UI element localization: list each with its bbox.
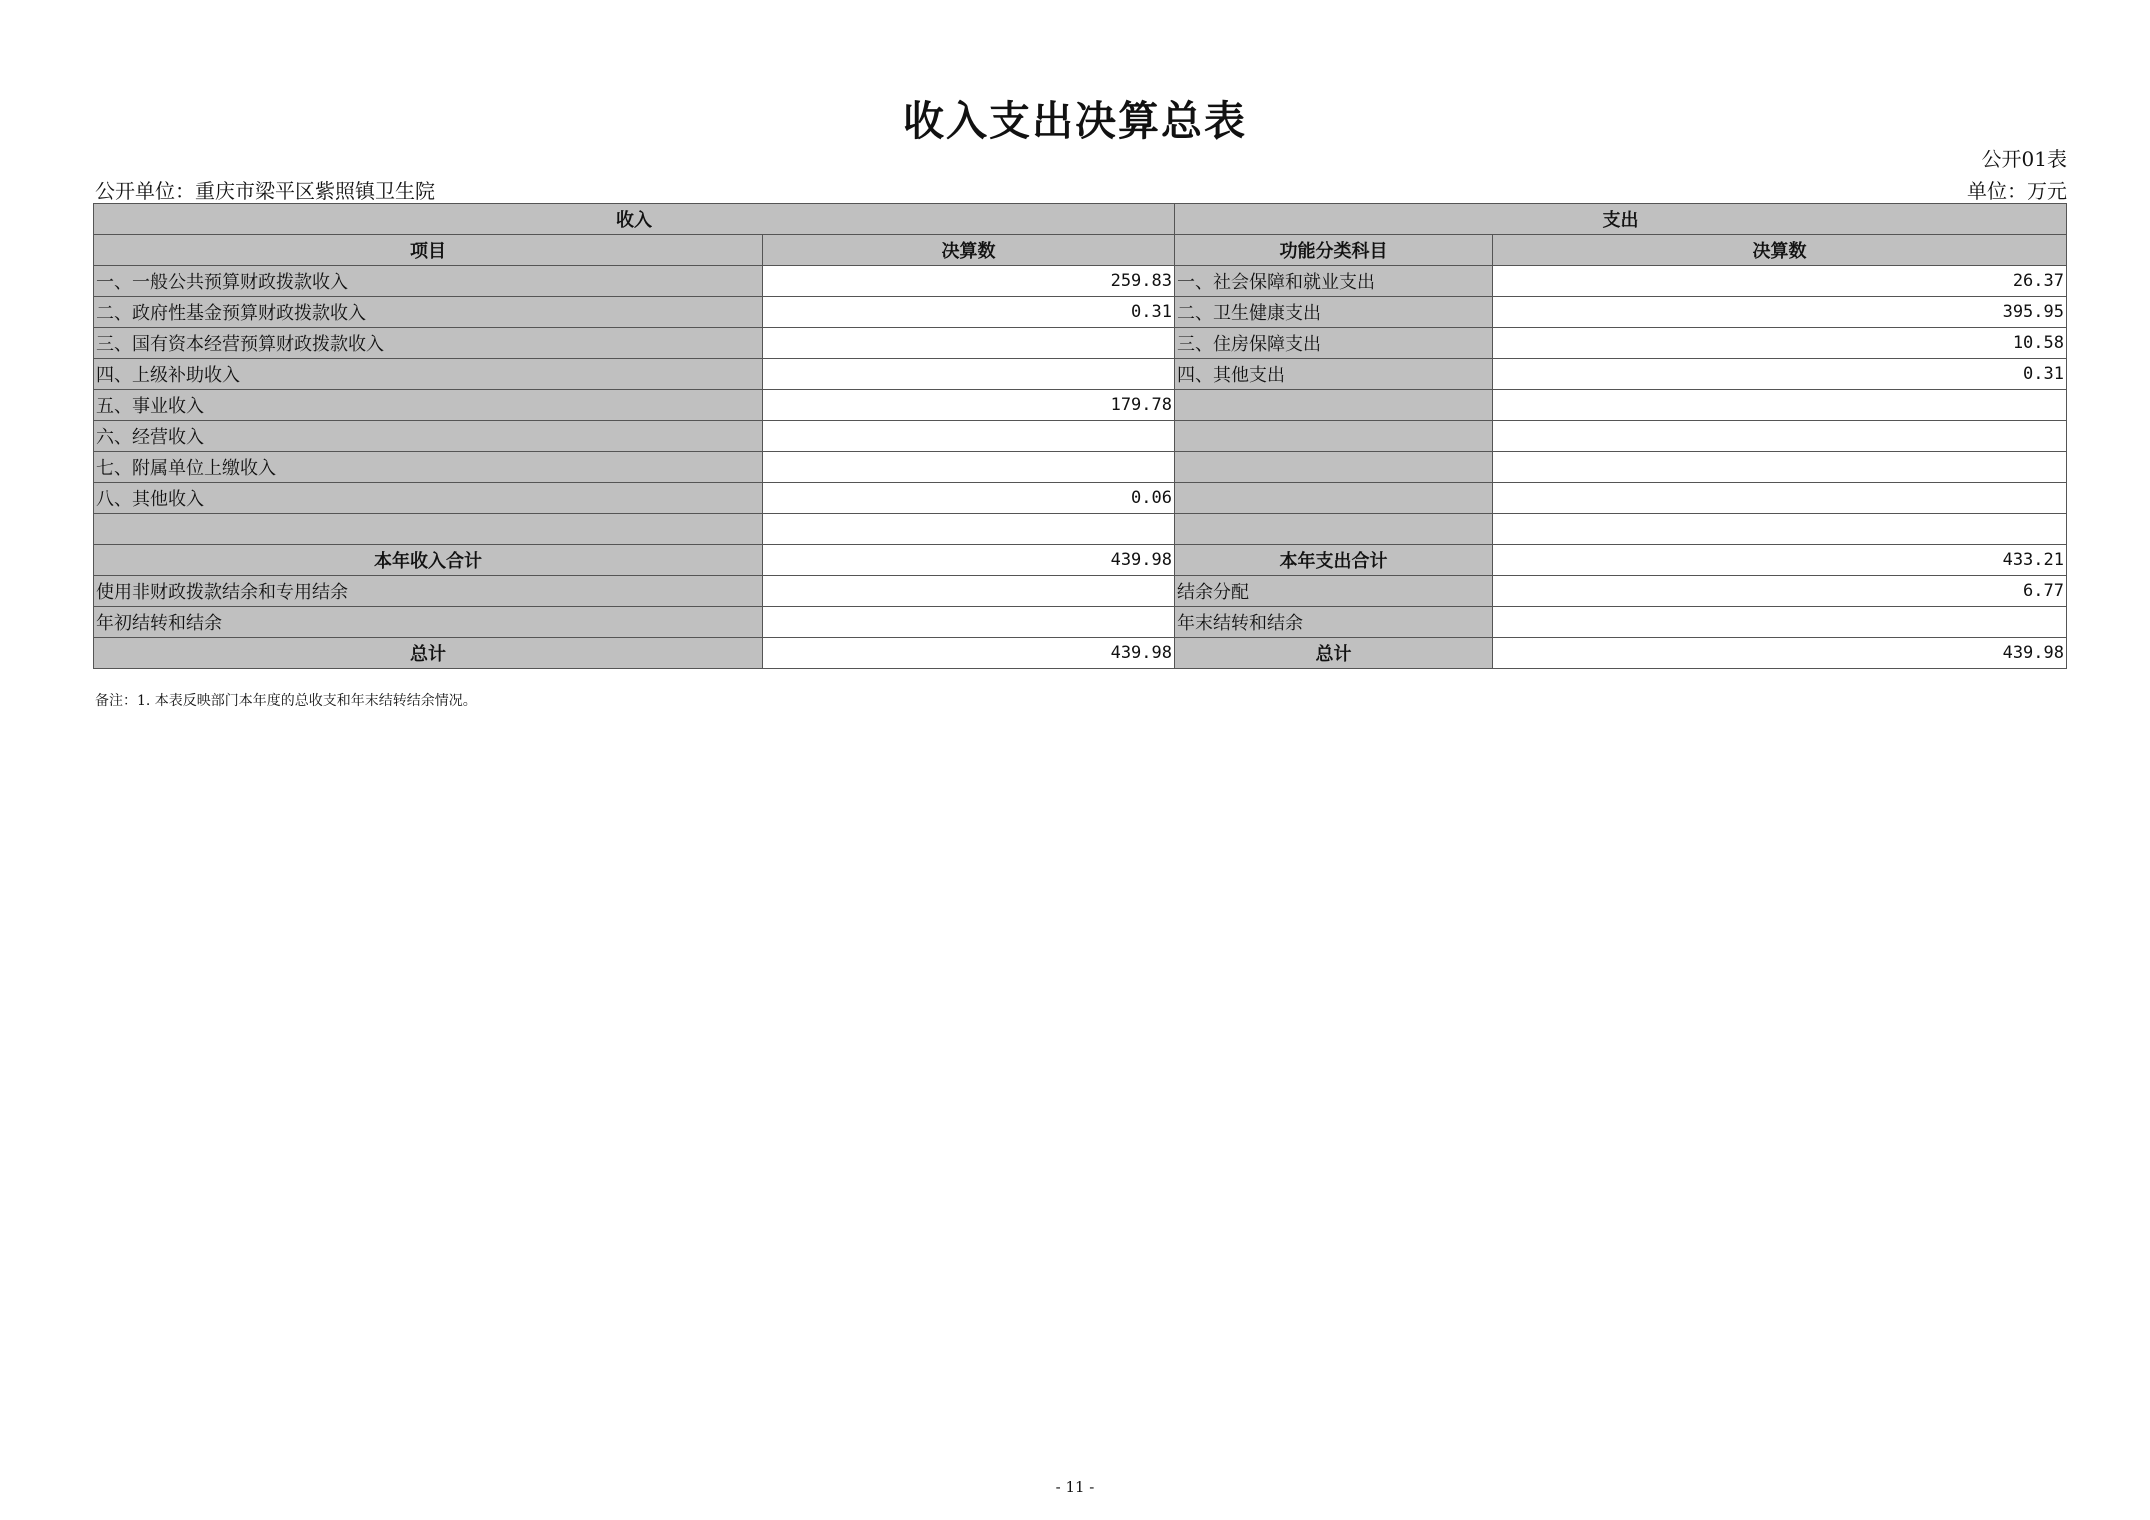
table-row	[94, 421, 2067, 452]
income-item-cell: 二、政府性基金预算财政拨款收入	[94, 297, 763, 328]
expense-item-cell	[1175, 483, 1493, 514]
income-year-total-amount: 439.98	[763, 545, 1175, 576]
form-number: 公开01表	[1981, 147, 2067, 171]
table-row	[94, 297, 2067, 328]
currency-unit: 单位：万元	[1967, 179, 2067, 203]
income-amount-cell	[763, 421, 1175, 452]
expense-grand-total-label: 总计	[1175, 638, 1493, 669]
page-title: 收入支出决算总表	[903, 97, 1247, 145]
income-amount-cell: 259.83	[763, 266, 1175, 297]
income-item-cell: 四、上级补助收入	[94, 359, 763, 390]
income-item-cell: 五、事业收入	[94, 390, 763, 421]
expense-item-cell	[1175, 390, 1493, 421]
footnote: 备注：1. 本表反映部门本年度的总收支和年末结转结余情况。	[95, 693, 477, 709]
income-amount-cell	[763, 607, 1175, 638]
income-section-header: 收入	[94, 204, 1175, 235]
table-row	[94, 328, 2067, 359]
expense-amount-cell	[1493, 514, 2067, 545]
expense-amount-cell: 6.77	[1493, 576, 2067, 607]
expense-item-header: 功能分类科目	[1175, 235, 1493, 266]
expense-item-cell: 结余分配	[1175, 576, 1493, 607]
income-amount-cell: 179.78	[763, 390, 1175, 421]
expense-item-cell	[1175, 514, 1493, 545]
table-row	[94, 266, 2067, 297]
income-item-cell	[94, 514, 763, 545]
income-expense-table	[93, 203, 2067, 669]
expense-amount-cell	[1493, 390, 2067, 421]
expense-amount-cell: 395.95	[1493, 297, 2067, 328]
expense-grand-total-amount: 439.98	[1493, 638, 2067, 669]
income-item-cell: 一、一般公共预算财政拨款收入	[94, 266, 763, 297]
expense-item-cell: 二、卫生健康支出	[1175, 297, 1493, 328]
table-row	[94, 452, 2067, 483]
income-amount-cell	[763, 514, 1175, 545]
income-amount-cell	[763, 328, 1175, 359]
expense-amount-cell: 26.37	[1493, 266, 2067, 297]
year-total-row	[94, 545, 2067, 576]
income-item-cell: 八、其他收入	[94, 483, 763, 514]
expense-item-cell	[1175, 421, 1493, 452]
table-row	[94, 514, 2067, 545]
income-year-total-label: 本年收入合计	[94, 545, 763, 576]
income-grand-total-label: 总计	[94, 638, 763, 669]
income-amount-header: 决算数	[763, 235, 1175, 266]
income-item-cell: 七、附属单位上缴收入	[94, 452, 763, 483]
expense-item-cell: 年末结转和结余	[1175, 607, 1493, 638]
income-item-cell: 六、经营收入	[94, 421, 763, 452]
expense-amount-cell: 0.31	[1493, 359, 2067, 390]
expense-item-cell: 一、社会保障和就业支出	[1175, 266, 1493, 297]
expense-amount-cell	[1493, 421, 2067, 452]
income-amount-cell	[763, 452, 1175, 483]
table-row	[94, 607, 2067, 638]
table-row	[94, 359, 2067, 390]
expense-year-total-label: 本年支出合计	[1175, 545, 1493, 576]
section-header-row	[94, 204, 2067, 235]
table-row	[94, 483, 2067, 514]
expense-amount-cell	[1493, 483, 2067, 514]
income-amount-cell	[763, 576, 1175, 607]
expense-section-header: 支出	[1175, 204, 2067, 235]
grand-total-row	[94, 638, 2067, 669]
expense-amount-cell	[1493, 452, 2067, 483]
income-item-header: 项目	[94, 235, 763, 266]
income-item-cell: 使用非财政拨款结余和专用结余	[94, 576, 763, 607]
table-row	[94, 390, 2067, 421]
table-row	[94, 576, 2067, 607]
expense-amount-header: 决算数	[1493, 235, 2067, 266]
income-item-cell: 三、国有资本经营预算财政拨款收入	[94, 328, 763, 359]
income-amount-cell: 0.31	[763, 297, 1175, 328]
income-amount-cell	[763, 359, 1175, 390]
expense-amount-cell: 10.58	[1493, 328, 2067, 359]
income-amount-cell: 0.06	[763, 483, 1175, 514]
column-header-row	[94, 235, 2067, 266]
page-number: - 11 -	[1055, 1478, 1095, 1496]
expense-item-cell	[1175, 452, 1493, 483]
expense-item-cell: 四、其他支出	[1175, 359, 1493, 390]
reporting-unit: 公开单位：重庆市梁平区紫照镇卫生院	[95, 179, 435, 203]
expense-year-total-amount: 433.21	[1493, 545, 2067, 576]
income-grand-total-amount: 439.98	[763, 638, 1175, 669]
expense-item-cell: 三、住房保障支出	[1175, 328, 1493, 359]
expense-amount-cell	[1493, 607, 2067, 638]
income-item-cell: 年初结转和结余	[94, 607, 763, 638]
